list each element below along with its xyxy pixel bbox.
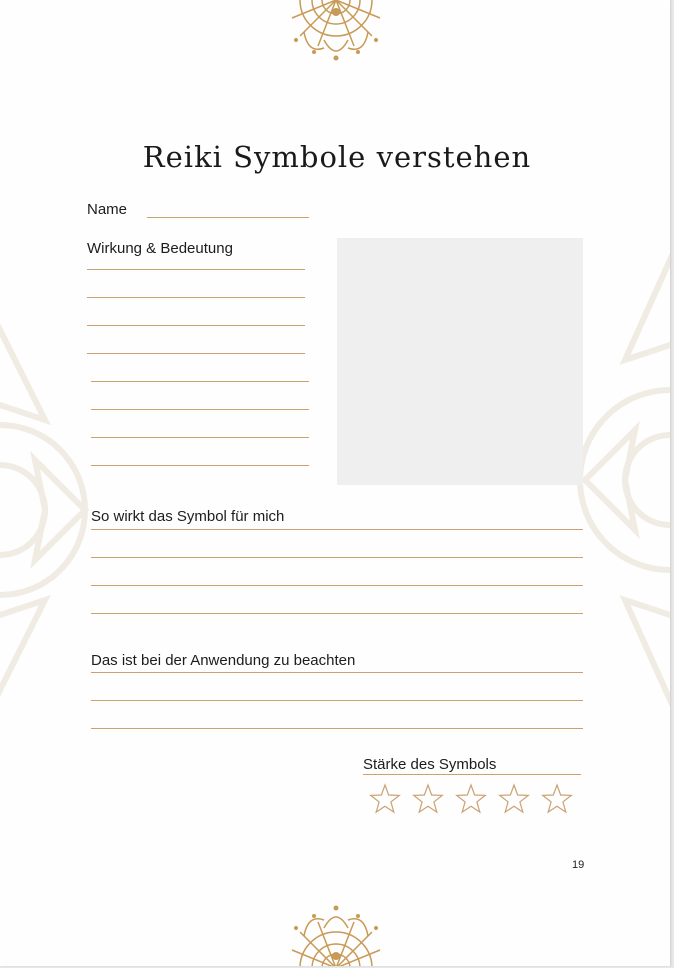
bottom-mandala-ornament (274, 900, 398, 966)
personal-effect-line[interactable] (91, 585, 583, 586)
strength-label: Stärke des Symbols (363, 756, 497, 773)
effect-label: Wirkung & Bedeutung (87, 240, 233, 257)
personal-effect-line[interactable] (91, 529, 583, 530)
star-icon[interactable] (414, 785, 443, 812)
page-number: 19 (572, 859, 585, 871)
left-mandala-watermark (0, 300, 95, 720)
effect-line[interactable] (91, 409, 309, 410)
star-icon[interactable] (457, 785, 486, 812)
name-field-line[interactable] (147, 217, 309, 218)
application-notes-label: Das ist bei der Anwendung zu beachten (91, 652, 356, 669)
effect-line[interactable] (91, 465, 309, 466)
strength-underline (363, 774, 581, 775)
application-notes-line[interactable] (91, 672, 583, 673)
name-label: Name (87, 201, 128, 218)
application-notes-line[interactable] (91, 700, 583, 701)
top-mandala-ornament (274, 0, 398, 64)
effect-line[interactable] (91, 381, 309, 382)
star-icon[interactable] (500, 785, 529, 812)
effect-line[interactable] (87, 325, 305, 326)
star-icon[interactable] (543, 785, 572, 812)
right-mandala-watermark (575, 220, 670, 740)
effect-line[interactable] (87, 353, 305, 354)
effect-line[interactable] (87, 297, 305, 298)
effect-line[interactable] (91, 437, 309, 438)
personal-effect-label: So wirkt das Symbol für mich (91, 508, 285, 525)
star-icon[interactable] (371, 785, 400, 812)
effect-line[interactable] (87, 269, 305, 270)
personal-effect-line[interactable] (91, 613, 583, 614)
strength-star-rating (366, 782, 580, 818)
page-title: Reiki Symbole verstehen (142, 140, 532, 174)
symbol-image-placeholder[interactable] (337, 238, 583, 485)
personal-effect-line[interactable] (91, 557, 583, 558)
application-notes-line[interactable] (91, 728, 583, 729)
